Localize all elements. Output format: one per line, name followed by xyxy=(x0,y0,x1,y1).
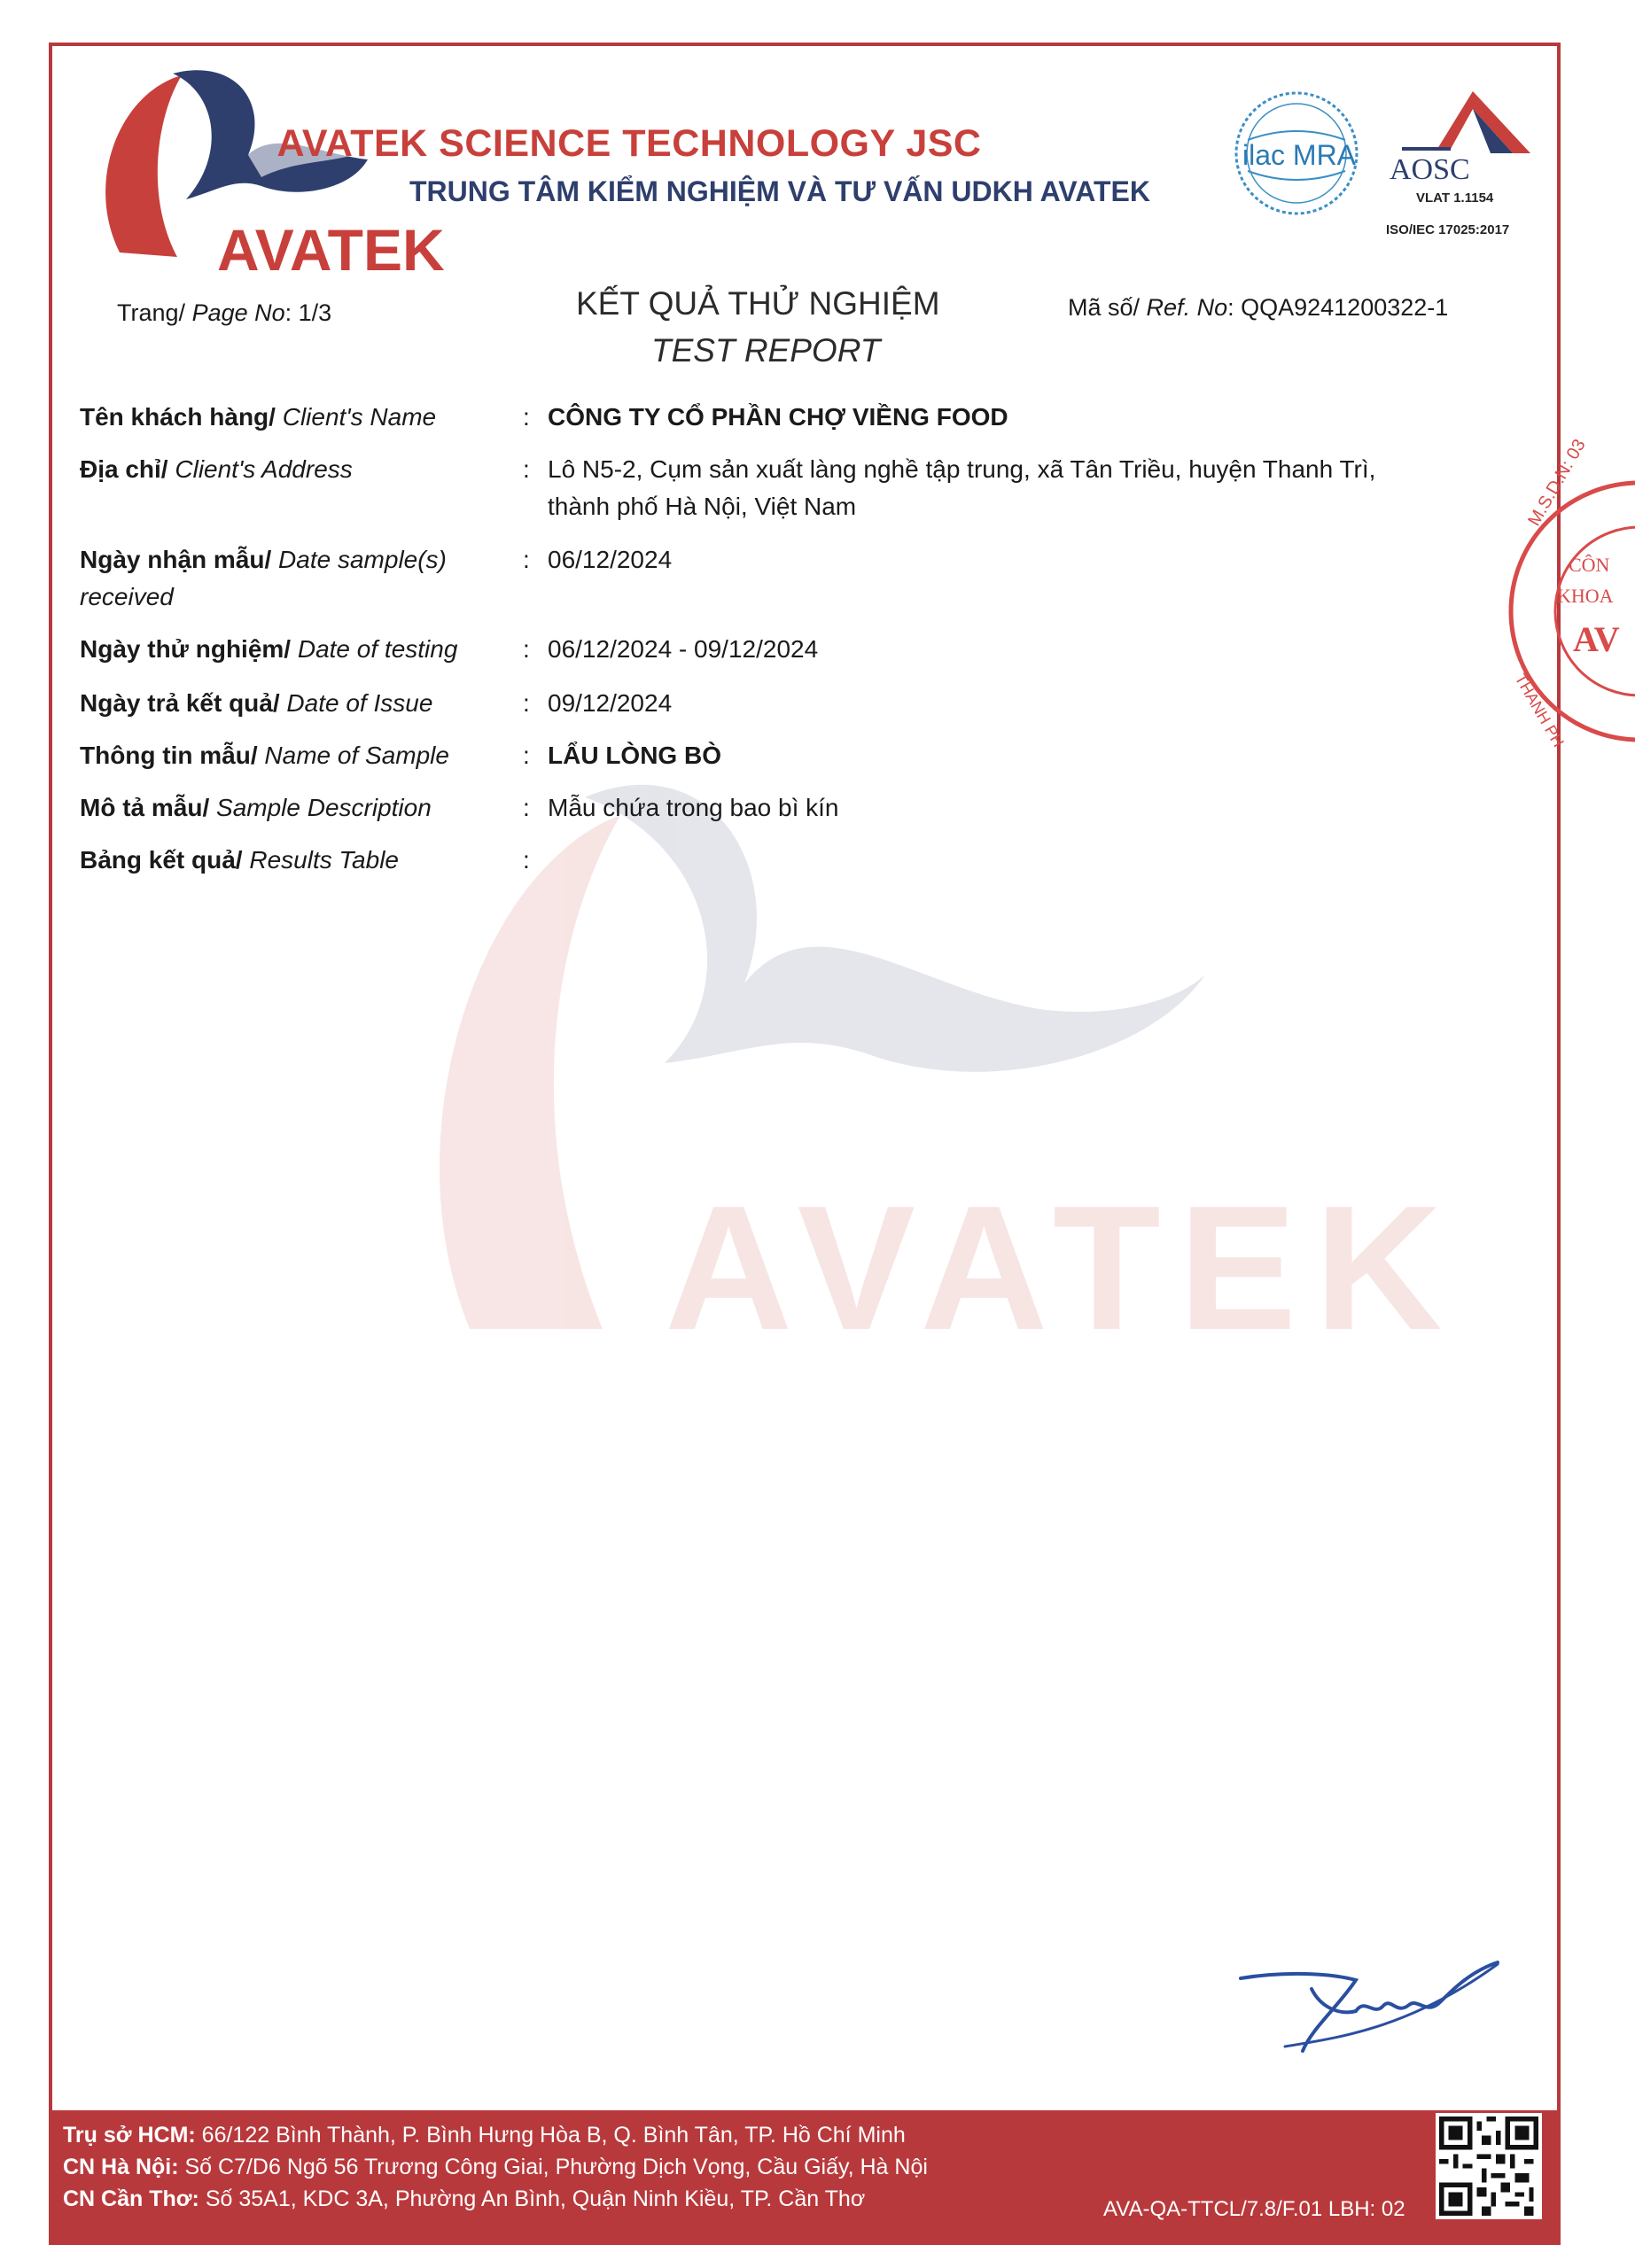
date-testing-value: 06/12/2024 - 09/12/2024 xyxy=(548,635,819,663)
sample-name-value: LẨU LÒNG BÒ xyxy=(548,742,721,769)
svg-text:THANH PH: THANH PH xyxy=(1511,671,1568,750)
footer-hcm: Trụ sở HCM: 66/122 Bình Thành, P. Bình Hưng Hòa B, Q. Bình Tân, TP. Hồ Chí Minh xyxy=(63,2123,906,2148)
aosc-accreditation-icon xyxy=(1384,87,1548,237)
svg-text:AVATEK: AVATEK xyxy=(217,217,445,283)
reference-number: Mã số/ Ref. No: QQA9241200322-1 xyxy=(1068,294,1449,321)
svg-text:ilac MRA: ilac MRA xyxy=(1242,139,1357,171)
form-code: AVA-QA-TTCL/7.8/F.01 LBH: 02 xyxy=(1103,2197,1405,2221)
company-name-en: AVATEK SCIENCE TECHNOLOGY JSC xyxy=(276,122,982,165)
svg-text:M.S.D.N: 03: M.S.D.N: 03 xyxy=(1524,436,1590,530)
footer-hanoi: CN Hà Nội: Số C7/D6 Ngõ 56 Trương Công Giai, Phường Dịch Vọng, Cầu Giấy, Hà Nội xyxy=(63,2155,928,2179)
page-number: Trang/ Page No: 1/3 xyxy=(117,299,332,326)
company-name-vi: TRUNG TÂM KIỂM NGHIỆM VÀ TƯ VẤN UDKH AVATEK xyxy=(409,175,1150,207)
svg-text:CÔN: CÔN xyxy=(1569,554,1610,576)
qr-code-icon xyxy=(1436,2113,1542,2219)
svg-text:VLAT 1.1154: VLAT 1.1154 xyxy=(1416,190,1494,206)
report-title-en: TEST REPORT xyxy=(651,332,881,369)
ilac-mra-icon xyxy=(1230,87,1363,220)
signature xyxy=(1232,1953,1507,2055)
client-name-value: CÔNG TY CỔ PHẦN CHỢ VIỀNG FOOD xyxy=(548,403,1008,431)
svg-text:ISO/IEC 17025:2017: ISO/IEC 17025:2017 xyxy=(1386,222,1510,237)
svg-text:AVATEK: AVATEK xyxy=(665,1169,1460,1367)
avatek-logo xyxy=(84,66,445,283)
company-stamp xyxy=(1502,436,1635,750)
svg-text:AOSC: AOSC xyxy=(1390,153,1470,186)
svg-text:AV: AV xyxy=(1573,619,1620,659)
footer-cantho: CN Cần Thơ: Số 35A1, KDC 3A, Phường An Bình, Quận Ninh Kiều, TP. Cần Thơ xyxy=(63,2186,866,2211)
svg-text:KHOA: KHOA xyxy=(1557,585,1614,607)
date-issue-value: 09/12/2024 xyxy=(548,689,673,717)
footer xyxy=(49,2110,1561,2245)
sample-description-value: Mẫu chứa trong bao bì kín xyxy=(548,794,839,821)
date-received-value: 06/12/2024 xyxy=(548,546,673,573)
client-address-value: Lô N5-2, Cụm sản xuất làng nghề tập trung, xã Tân Triều, huyện Thanh Trì, thành phố Hà Nội, Việt Nam xyxy=(548,455,1376,520)
report-title-vi: KẾT QUẢ THỬ NGHIỆM xyxy=(576,285,940,322)
